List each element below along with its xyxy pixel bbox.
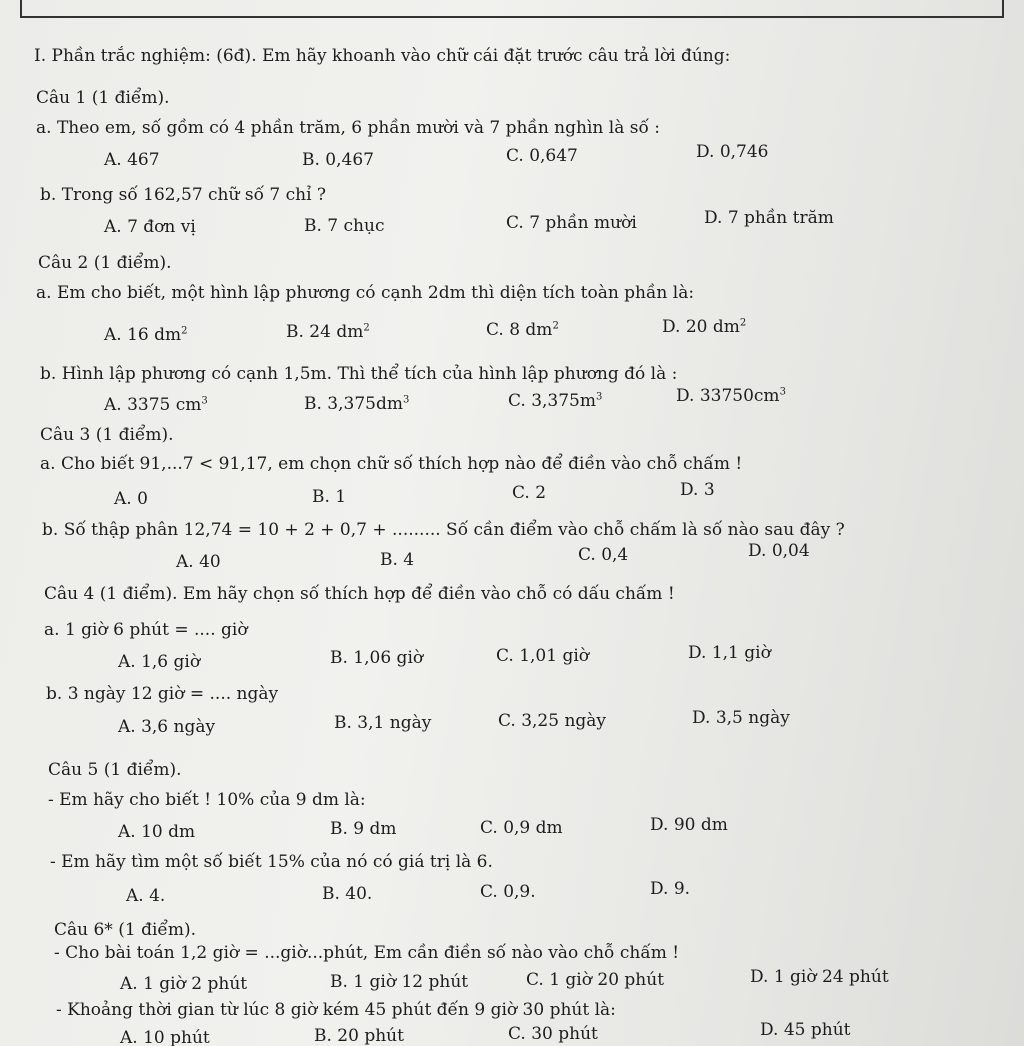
q6-title: Câu 6* (1 điểm). [54, 920, 197, 940]
q1a-option-d[interactable]: D. 0,746 [696, 142, 769, 162]
q4a-text: a. 1 giờ 6 phút = .... giờ [44, 620, 248, 640]
q4a-option-c[interactable]: C. 1,01 giờ [496, 646, 590, 666]
q2b-option-a-label: A. 3375 cm [104, 395, 202, 415]
q6b-option-c[interactable]: C. 30 phút [508, 1024, 598, 1044]
q2-title: Câu 2 (1 điểm). [38, 253, 172, 273]
top-frame-border [20, 0, 1004, 18]
q6a-option-c[interactable]: C. 1 giờ 20 phút [526, 970, 665, 990]
q6b-text: - Khoảng thời gian từ lúc 8 giờ kém 45 phút đến 9 giờ 30 phút là: [56, 1000, 616, 1020]
q3a-text: a. Cho biết 91,...7 < 91,17, em chọn chữ số thích hợp nào để điền vào chỗ chấm ! [40, 454, 743, 474]
q1a-option-b[interactable]: B. 0,467 [302, 150, 374, 170]
q5-title: Câu 5 (1 điểm). [48, 760, 182, 780]
q4b-option-a[interactable]: A. 3,6 ngày [118, 717, 216, 737]
q5a-option-c[interactable]: C. 0,9 dm [480, 818, 563, 838]
q6a-option-d[interactable]: D. 1 giờ 24 phút [750, 967, 889, 987]
q6b-option-d[interactable]: D. 45 phút [760, 1020, 851, 1040]
section-header: I. Phần trắc nghiệm: (6đ). Em hãy khoanh vào chữ cái đặt trước câu trả lời đúng: [34, 46, 731, 66]
q3b-text: b. Số thập phân 12,74 = 10 + 2 + 0,7 + ......... Số cần điểm vào chỗ chấm là số nào sau đây ? [42, 520, 845, 540]
q2b-option-d-label: D. 33750cm [676, 386, 780, 406]
q2b-option-c[interactable] [508, 391, 602, 411]
q1b-option-c[interactable]: C. 7 phần mười [506, 213, 637, 233]
q3a-option-a[interactable]: A. 0 [114, 489, 148, 509]
q2a-option-a[interactable] [104, 325, 188, 345]
q2b-option-b[interactable] [304, 394, 409, 414]
q2b-option-b-exp: 3 [402, 394, 410, 406]
q2a-option-b-exp: 2 [363, 322, 370, 334]
q4a-option-d[interactable]: D. 1,1 giờ [688, 643, 771, 663]
q6a-option-a[interactable]: A. 1 giờ 2 phút [120, 974, 248, 994]
q4b-option-c[interactable]: C. 3,25 ngày [498, 711, 607, 731]
q2a-option-c[interactable] [486, 320, 559, 340]
q2a-option-a-label: A. 16 dm [104, 325, 182, 345]
q6b-option-b[interactable]: B. 20 phút [314, 1026, 404, 1046]
q5b-option-d[interactable]: D. 9. [650, 879, 691, 899]
q6b-option-a[interactable]: A. 10 phút [120, 1028, 210, 1046]
q5a-option-b[interactable]: B. 9 dm [330, 819, 397, 839]
q1b-text: b. Trong số 162,57 chữ số 7 chỉ ? [40, 185, 327, 205]
q1a-text: a. Theo em, số gồm có 4 phần trăm, 6 phần mười và 7 phần nghìn là số : [36, 118, 660, 138]
q2a-text: a. Em cho biết, một hình lập phương có cạnh 2dm thì diện tích toàn phần là: [36, 283, 695, 303]
q5b-option-a[interactable]: A. 4. [126, 886, 166, 906]
q2b-option-d[interactable] [676, 386, 786, 406]
q6a-option-b[interactable]: B. 1 giờ 12 phút [330, 972, 469, 992]
q4-title: Câu 4 (1 điểm). Em hãy chọn số thích hợp để điền vào chỗ có dấu chấm ! [44, 584, 675, 604]
q3-title: Câu 3 (1 điểm). [40, 425, 174, 445]
q1b-option-d[interactable]: D. 7 phần trăm [704, 208, 834, 228]
q2a-option-c-label: C. 8 dm [486, 320, 553, 340]
q4b-option-d[interactable]: D. 3,5 ngày [692, 708, 790, 728]
q5b-option-b[interactable]: B. 40. [322, 884, 373, 904]
q3b-option-c[interactable]: C. 0,4 [578, 545, 629, 565]
q2a-option-c-exp: 2 [552, 320, 559, 332]
q2a-option-d-label: D. 20 dm [662, 317, 740, 337]
q2a-option-b[interactable] [286, 322, 370, 342]
q3a-option-b[interactable]: B. 1 [312, 487, 347, 507]
q2a-option-d[interactable] [662, 317, 746, 337]
q2b-option-d-exp: 3 [779, 386, 786, 398]
q3b-option-d[interactable]: D. 0,04 [748, 541, 810, 561]
q2a-option-b-label: B. 24 dm [286, 322, 364, 342]
q3b-option-b[interactable]: B. 4 [380, 550, 415, 570]
q1a-option-a[interactable]: A. 467 [104, 150, 160, 170]
q4a-option-b[interactable]: B. 1,06 giờ [330, 648, 424, 668]
q2b-text: b. Hình lập phương có cạnh 1,5m. Thì thể tích của hình lập phương đó là : [40, 364, 678, 384]
q2a-option-a-exp: 2 [181, 325, 188, 337]
q5b-option-c[interactable]: C. 0,9. [480, 882, 536, 902]
q2b-option-a[interactable] [104, 395, 208, 415]
q3a-option-c[interactable]: C. 2 [512, 483, 547, 503]
q1b-option-b[interactable]: B. 7 chục [304, 216, 385, 236]
q5a-option-a[interactable]: A. 10 dm [118, 822, 196, 842]
q1-title: Câu 1 (1 điểm). [36, 88, 170, 108]
q5a-text: - Em hãy cho biết ! 10% của 9 dm là: [48, 790, 366, 810]
q4b-text: b. 3 ngày 12 giờ = .... ngày [46, 684, 279, 704]
q3a-option-d[interactable]: D. 3 [680, 480, 715, 500]
q2b-option-a-exp: 3 [201, 395, 208, 407]
q6a-text: - Cho bài toán 1,2 giờ = ...giờ...phút, Em cần điền số nào vào chỗ chấm ! [54, 943, 680, 963]
q4a-option-a[interactable]: A. 1,6 giờ [118, 652, 201, 672]
q3b-option-a[interactable]: A. 40 [176, 552, 221, 572]
q2b-option-b-label: B. 3,375dm [304, 394, 403, 414]
q2b-option-c-exp: 3 [596, 391, 603, 403]
q5b-text: - Em hãy tìm một số biết 15% của nó có giá trị là 6. [50, 852, 493, 872]
q1a-option-c[interactable]: C. 0,647 [506, 146, 578, 166]
q2a-option-d-exp: 2 [739, 317, 747, 329]
q5a-option-d[interactable]: D. 90 dm [650, 815, 728, 835]
q2b-option-c-label: C. 3,375m [508, 391, 596, 411]
q1b-option-a[interactable]: A. 7 đơn vị [104, 217, 196, 237]
q4b-option-b[interactable]: B. 3,1 ngày [334, 713, 432, 733]
